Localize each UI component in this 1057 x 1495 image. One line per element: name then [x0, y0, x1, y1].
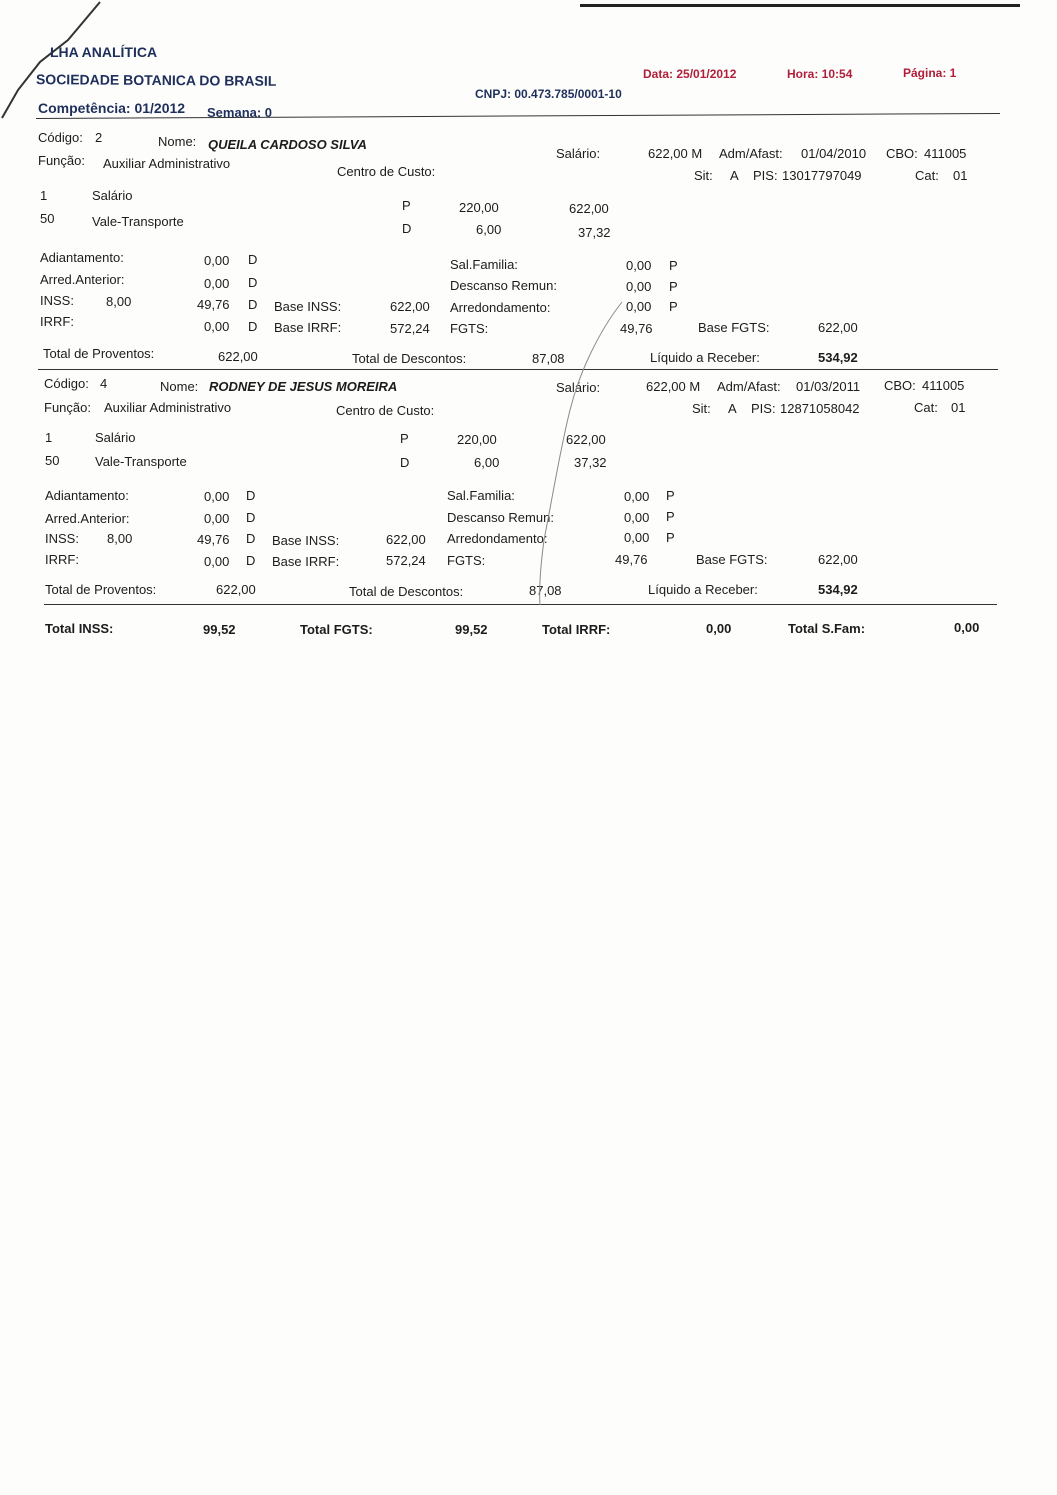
- descanso-label: Descanso Remun:: [447, 510, 554, 525]
- base-inss-label: Base INSS:: [272, 533, 340, 548]
- cbo-value: 411005: [924, 146, 967, 161]
- base-irrf-value: 572,24: [386, 553, 426, 568]
- irrf-type: D: [246, 553, 256, 568]
- arred-anterior-label: Arred.Anterior:: [40, 272, 125, 287]
- inss-value: 49,76: [197, 297, 230, 312]
- total-sfam-label: Total S.Fam:: [788, 621, 866, 636]
- base-irrf-label: Base IRRF:: [272, 554, 340, 569]
- arred-anterior-type: D: [248, 275, 258, 290]
- sit-label: Sit:: [692, 401, 711, 416]
- nome-label: Nome:: [160, 379, 199, 394]
- employee-separator: [38, 369, 998, 370]
- event-value: 37,32: [574, 455, 607, 470]
- base-irrf-label: Base IRRF:: [274, 320, 342, 335]
- employee-name: QUEILA CARDOSO SILVA: [208, 137, 367, 152]
- salario-label: Salário:: [556, 380, 601, 395]
- event-desc: Vale-Transporte: [95, 454, 187, 469]
- salario-label: Salário:: [556, 146, 601, 161]
- arredondamento-value: 0,00: [624, 530, 650, 545]
- event-value: 622,00: [569, 201, 609, 216]
- event-ref: 6,00: [476, 222, 502, 237]
- sal-familia-value: 0,00: [624, 489, 650, 504]
- irrf-label: IRRF:: [45, 552, 79, 567]
- total-irrf-value: 0,00: [706, 621, 732, 636]
- funcao-label: Função:: [38, 153, 85, 168]
- event-value: 622,00: [566, 432, 606, 447]
- event-type: D: [402, 221, 412, 236]
- total-inss-value: 99,52: [203, 622, 236, 637]
- descanso-label: Descanso Remun:: [450, 278, 557, 293]
- report-title: LHA ANALÍTICA: [50, 44, 158, 60]
- base-irrf-value: 572,24: [390, 321, 430, 336]
- event-ref: 6,00: [474, 455, 500, 470]
- event-type: P: [400, 431, 409, 446]
- adiantamento-type: D: [248, 252, 258, 267]
- inss-pct: 8,00: [106, 294, 132, 309]
- event-code: 1: [40, 188, 48, 203]
- salario-value: 622,00 M: [646, 379, 701, 394]
- sal-familia-value: 0,00: [626, 258, 652, 273]
- descanso-type: P: [669, 279, 678, 294]
- descanso-type: P: [666, 509, 675, 524]
- total-proventos-value: 622,00: [218, 349, 258, 364]
- cat-value: 01: [951, 400, 966, 415]
- total-fgts-label: Total FGTS:: [300, 622, 373, 637]
- report-date: Data: 25/01/2012: [643, 67, 737, 81]
- arredondamento-type: P: [666, 530, 675, 545]
- event-desc: Salário: [95, 430, 136, 445]
- event-type: D: [400, 455, 410, 470]
- totals-rule: [44, 604, 997, 605]
- event-ref: 220,00: [457, 432, 497, 447]
- adiantamento-value: 0,00: [204, 253, 230, 268]
- funcao-value: Auxiliar Administrativo: [104, 400, 232, 415]
- base-inss-label: Base INSS:: [274, 299, 342, 314]
- total-descontos-label: Total de Descontos:: [352, 351, 467, 366]
- descanso-value: 0,00: [626, 279, 652, 294]
- liquido-label: Líquido a Receber:: [648, 582, 758, 597]
- codigo-label: Código:: [44, 376, 89, 391]
- sal-familia-label: Sal.Familia:: [447, 488, 515, 503]
- fgts-label: FGTS:: [450, 321, 489, 336]
- adm-value: 01/04/2010: [801, 146, 867, 161]
- total-descontos-value: 87,08: [532, 351, 565, 366]
- total-inss-label: Total INSS:: [45, 621, 114, 636]
- sit-value: A: [730, 168, 739, 183]
- irrf-type: D: [248, 319, 258, 334]
- report-time: Hora: 10:54: [787, 67, 853, 81]
- arred-anterior-label: Arred.Anterior:: [45, 511, 130, 526]
- cbo-label: CBO:: [884, 378, 916, 393]
- base-inss-value: 622,00: [386, 532, 426, 547]
- competencia: Competência: 01/2012: [38, 100, 186, 116]
- top-edge-line: [580, 4, 1020, 7]
- irrf-value: 0,00: [204, 554, 230, 569]
- irrf-label: IRRF:: [40, 314, 74, 329]
- sal-familia-type: P: [666, 488, 675, 503]
- event-code: 50: [40, 211, 55, 226]
- employee-name: RODNEY DE JESUS MOREIRA: [209, 379, 398, 394]
- salario-value: 622,00 M: [648, 146, 703, 161]
- nome-label: Nome:: [158, 134, 197, 149]
- adiantamento-label: Adiantamento:: [40, 250, 124, 265]
- pis-label: PIS:: [751, 401, 776, 416]
- cat-value: 01: [953, 168, 968, 183]
- event-type: P: [402, 198, 411, 213]
- fgts-value: 49,76: [620, 321, 653, 336]
- total-sfam-value: 0,00: [954, 620, 980, 635]
- total-irrf-label: Total IRRF:: [542, 622, 611, 637]
- funcao-label: Função:: [44, 400, 91, 415]
- sit-label: Sit:: [694, 168, 713, 183]
- event-desc: Vale-Transporte: [92, 214, 184, 229]
- pis-value: 12871058042: [780, 401, 860, 416]
- adiantamento-label: Adiantamento:: [45, 488, 129, 503]
- liquido-value: 534,92: [818, 582, 858, 597]
- page-number: Página: 1: [903, 66, 957, 80]
- sal-familia-label: Sal.Familia:: [450, 257, 518, 272]
- semana: Semana: 0: [207, 105, 273, 120]
- base-fgts-label: Base FGTS:: [696, 552, 768, 567]
- arred-anterior-value: 0,00: [204, 276, 230, 291]
- total-fgts-value: 99,52: [455, 622, 488, 637]
- adm-label: Adm/Afast:: [717, 379, 781, 394]
- inss-label: INSS:: [40, 293, 74, 308]
- arred-anterior-value: 0,00: [204, 511, 230, 526]
- company-name: SOCIEDADE BOTANICA DO BRASIL: [35, 71, 277, 89]
- event-ref: 220,00: [459, 200, 499, 215]
- centro-label: Centro de Custo:: [336, 403, 435, 418]
- cbo-value: 411005: [922, 378, 965, 393]
- funcao-value: Auxiliar Administrativo: [103, 156, 231, 171]
- descanso-value: 0,00: [624, 510, 650, 525]
- cbo-label: CBO:: [886, 146, 918, 161]
- sal-familia-type: P: [669, 258, 678, 273]
- fgts-value: 49,76: [615, 552, 648, 567]
- pis-label: PIS:: [753, 168, 778, 183]
- base-fgts-label: Base FGTS:: [698, 320, 770, 335]
- base-inss-value: 622,00: [390, 299, 430, 314]
- inss-type: D: [248, 297, 258, 312]
- adiantamento-type: D: [246, 488, 256, 503]
- base-fgts-value: 622,00: [818, 320, 858, 335]
- event-code: 50: [45, 453, 60, 468]
- codigo-label: Código:: [38, 130, 83, 145]
- adm-label: Adm/Afast:: [719, 146, 783, 161]
- event-desc: Salário: [92, 188, 133, 203]
- pis-value: 13017797049: [782, 168, 862, 183]
- inss-type: D: [246, 531, 256, 546]
- irrf-value: 0,00: [204, 319, 230, 334]
- adiantamento-value: 0,00: [204, 489, 230, 504]
- arredondamento-label: Arredondamento:: [450, 300, 551, 315]
- arred-anterior-type: D: [246, 510, 256, 525]
- arredondamento-label: Arredondamento:: [447, 531, 548, 546]
- inss-label: INSS:: [45, 531, 79, 546]
- fgts-label: FGTS:: [447, 553, 486, 568]
- inss-pct: 8,00: [107, 531, 133, 546]
- liquido-value: 534,92: [818, 350, 858, 365]
- total-descontos-value: 87,08: [529, 583, 562, 598]
- codigo-value: 2: [95, 130, 103, 145]
- total-descontos-label: Total de Descontos:: [349, 584, 464, 599]
- cnpj: CNPJ: 00.473.785/0001-10: [475, 87, 622, 101]
- liquido-label: Líquido a Receber:: [650, 350, 760, 365]
- sit-value: A: [728, 401, 737, 416]
- adm-value: 01/03/2011: [796, 379, 861, 394]
- codigo-value: 4: [100, 376, 108, 391]
- inss-value: 49,76: [197, 532, 230, 547]
- cat-label: Cat:: [914, 400, 938, 415]
- event-value: 37,32: [578, 225, 611, 240]
- total-proventos-label: Total de Proventos:: [43, 346, 155, 361]
- centro-label: Centro de Custo:: [337, 164, 436, 179]
- total-proventos-value: 622,00: [216, 582, 256, 597]
- pencil-stroke-mark: [530, 300, 630, 610]
- cat-label: Cat:: [915, 168, 939, 183]
- event-code: 1: [45, 430, 53, 445]
- total-proventos-label: Total de Proventos:: [45, 582, 157, 597]
- base-fgts-value: 622,00: [818, 552, 858, 567]
- arredondamento-value: 0,00: [626, 299, 652, 314]
- arredondamento-type: P: [669, 299, 678, 314]
